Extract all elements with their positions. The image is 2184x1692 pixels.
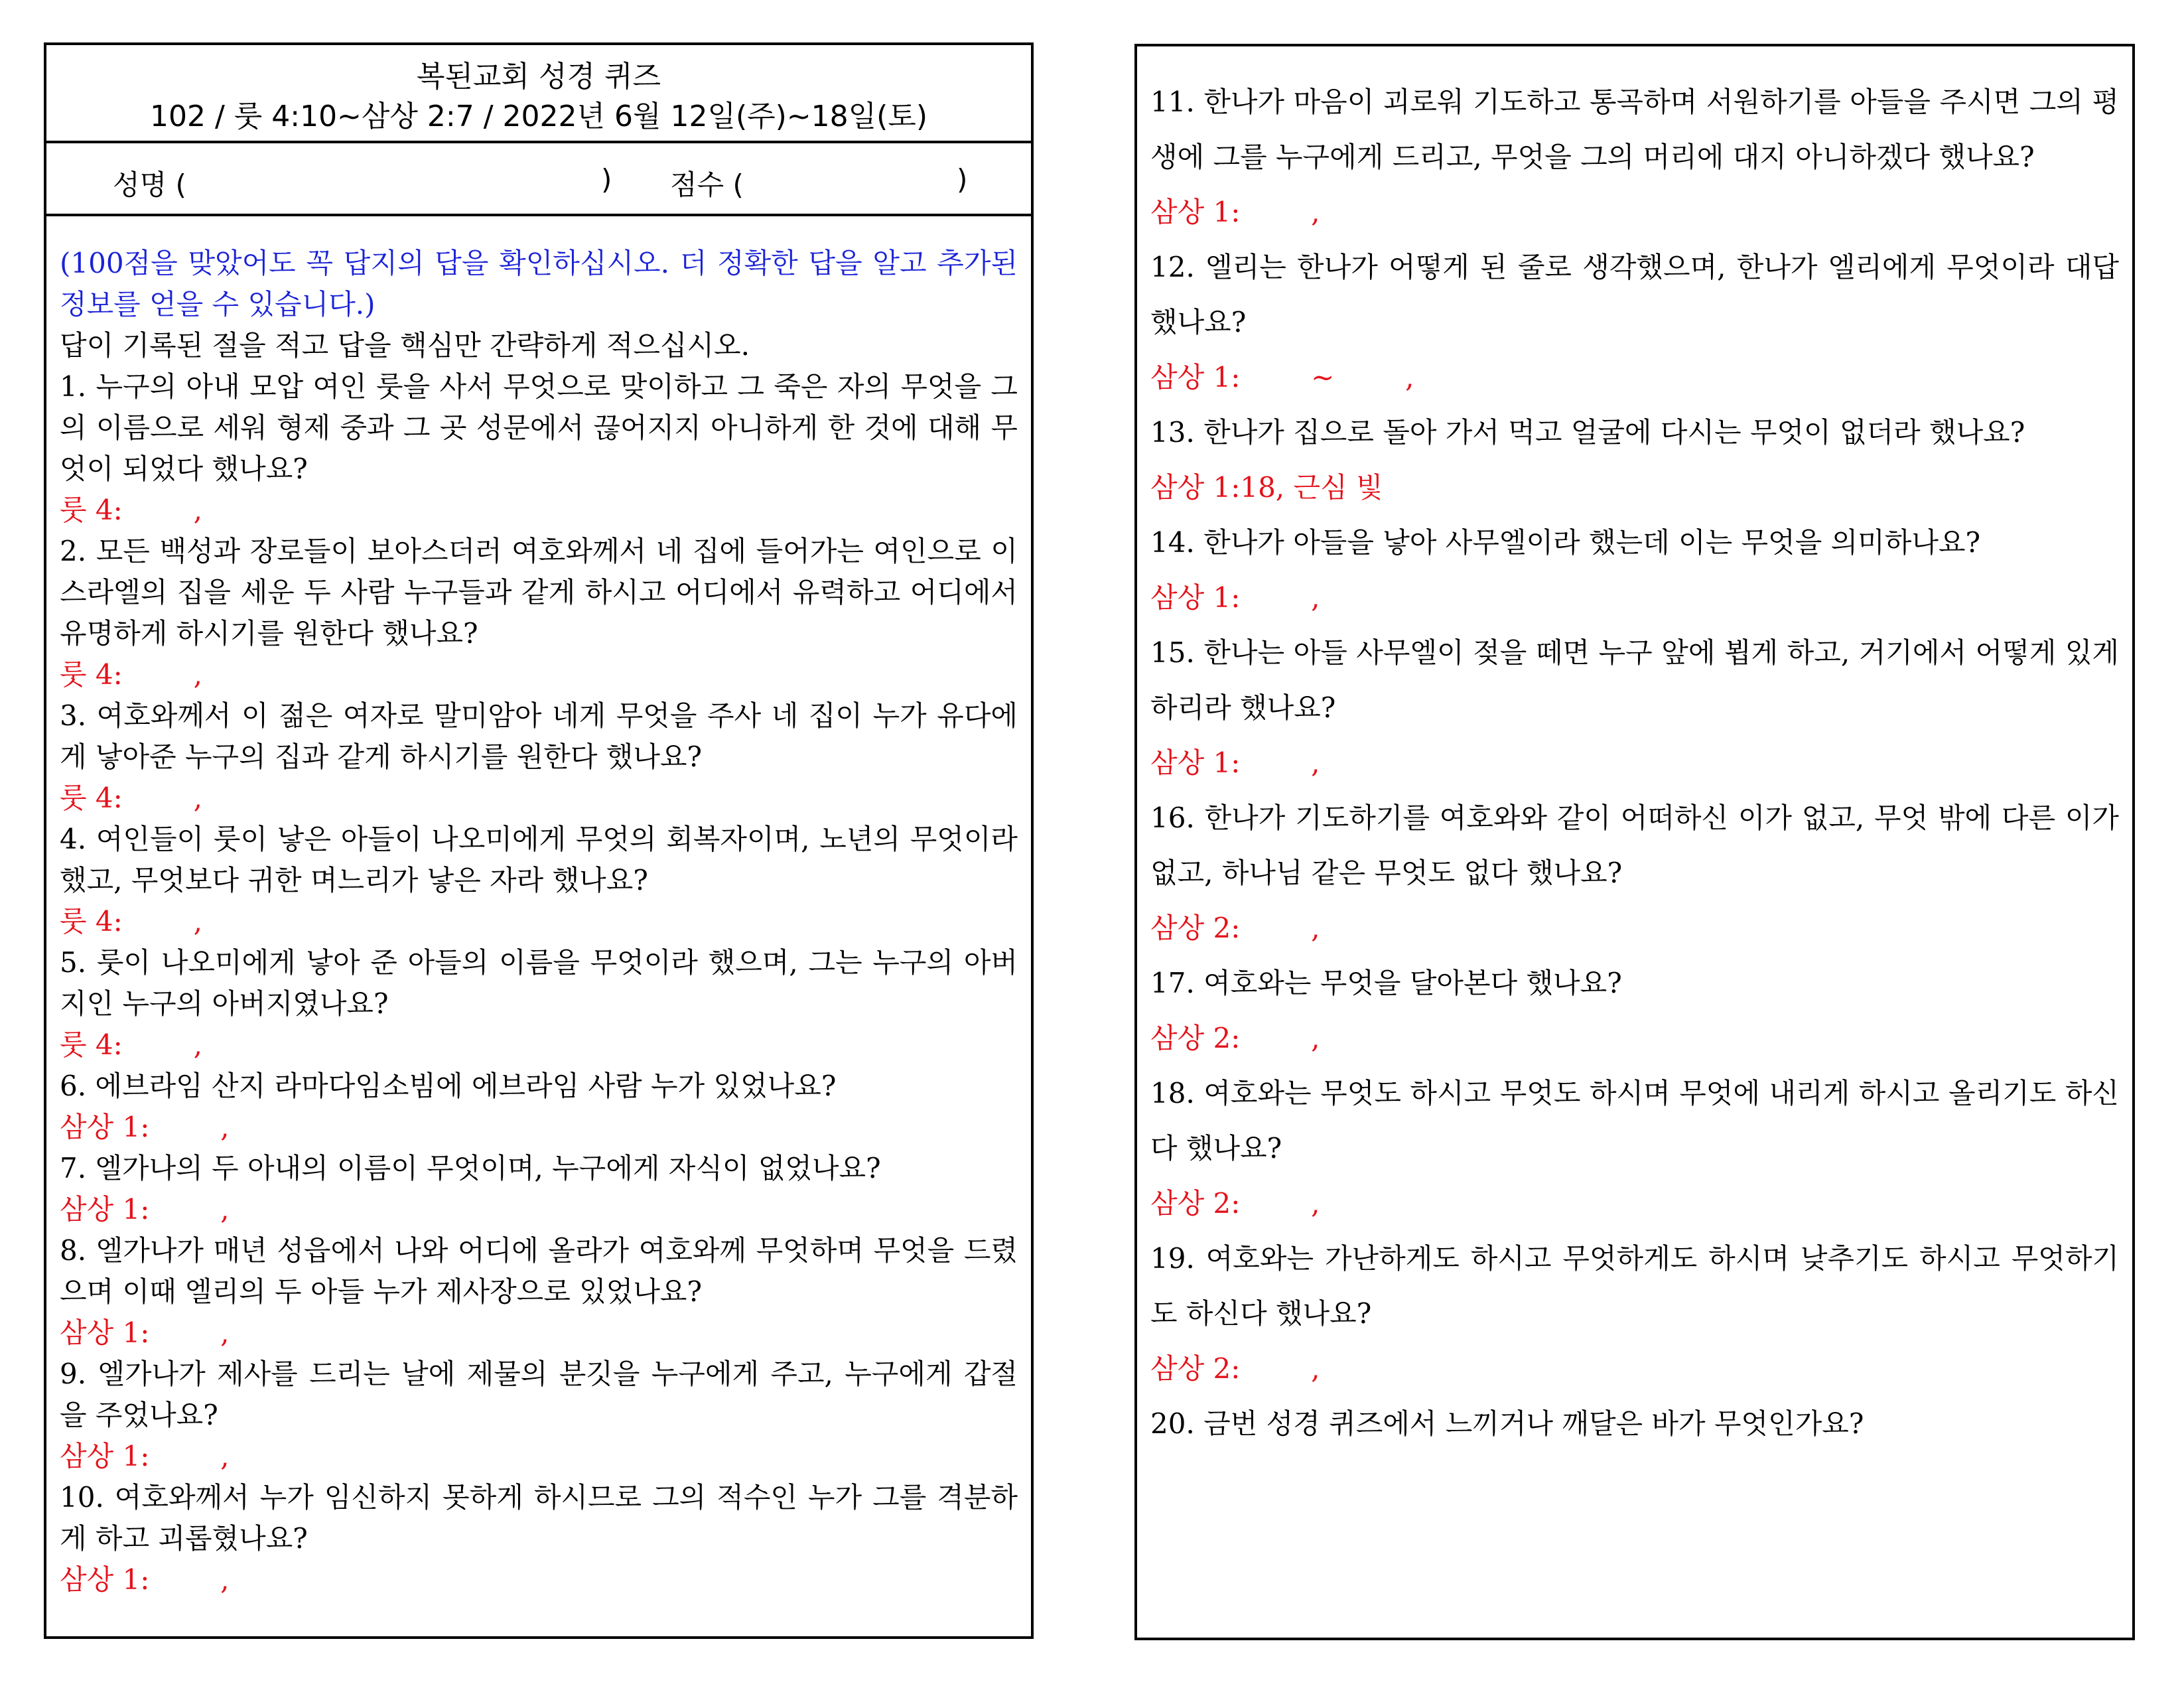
question-19: 19. 여호와는 가난하게도 하시고 무엇하게도 하시며 낮추기도 하시고 무엇하기도 하신다 했나요? (1150, 1242, 2119, 1330)
answer-10: 삼상 1: , (60, 1563, 230, 1596)
question-9: 9. 엘가나가 제사를 드리는 날에 제물의 분깃을 누구에게 주고, 누구에게 갑절을 주었나요? (60, 1358, 1018, 1431)
right-questions (1137, 46, 2132, 1451)
answer-5: 룻 4: , (60, 1028, 202, 1061)
question-14: 14. 한나가 아들을 낳아 사무엘이라 했는데 이는 무엇을 의미하나요? (1150, 526, 1980, 559)
answer-14: 삼상 1: , (1150, 581, 1320, 614)
notice-text: (100점을 맞았어도 꼭 답지의 답을 확인하십시오. 더 정확한 답을 알고 추가된 정보를 얻을 수 있습니다.) (60, 247, 1018, 320)
answer-6: 삼상 1: , (60, 1111, 230, 1143)
answer-8: 삼상 1: , (60, 1316, 230, 1349)
answer-1: 룻 4: , (60, 494, 202, 526)
question-3: 3. 여호와께서 이 젊은 여자로 말미암아 네게 무엇을 주사 네 집이 누가 유다에게 낳아준 누구의 집과 같게 하시기를 원한다 했나요? (60, 699, 1018, 773)
name-close: ) (601, 163, 612, 196)
answer-9: 삼상 1: , (60, 1440, 230, 1472)
question-7: 7. 엘가나의 두 아내의 이름이 무엇이며, 누구에게 자식이 없었나요? (60, 1152, 881, 1184)
quiz-left-page (44, 42, 1034, 1639)
question-6: 6. 에브라임 산지 라마다임소빔에 에브라임 사람 누가 있었나요? (60, 1070, 837, 1102)
left-questions (46, 216, 1031, 1600)
answer-18: 삼상 2: , (1150, 1187, 1320, 1220)
answer-17: 삼상 2: , (1150, 1022, 1320, 1054)
question-4: 4. 여인들이 룻이 낳은 아들이 나오미에게 무엇의 회복자이며, 노년의 무엇이라 했고, 무엇보다 귀한 며느리가 낳은 자라 했나요? (60, 823, 1018, 896)
answer-2: 룻 4: , (60, 658, 202, 691)
question-13: 13. 한나가 집으로 돌아 가서 먹고 얼굴에 다시는 무엇이 없더라 했나요? (1150, 416, 2025, 449)
instruction-text: 답이 기록된 절을 적고 답을 핵심만 간략하게 적으십시오. (60, 329, 750, 362)
question-15: 15. 한나는 아들 사무엘이 젖을 떼면 누구 앞에 뵙게 하고, 거기에서 어떻게 있게 하리라 했나요? (1150, 636, 2119, 724)
answer-16: 삼상 2: , (1150, 912, 1320, 944)
quiz-title: 복된교회 성경 퀴즈 (416, 60, 661, 94)
question-11: 11. 한나가 마음이 괴로워 기도하고 통곡하며 서원하기를 아들을 주시면 그의 평생에 그를 누구에게 드리고, 무엇을 그의 머리에 대지 아니하겠다 했나요? (1150, 86, 2119, 173)
answer-19: 삼상 2: , (1150, 1352, 1320, 1385)
answer-11: 삼상 1: , (1150, 196, 1320, 228)
question-1: 1. 누구의 아내 모압 여인 룻을 사서 무엇으로 맞이하고 그 죽은 자의 무엇을 그의 이름으로 세워 형제 중과 그 곳 성문에서 끊어지지 아니하게 한 것에 대해 무엇이 되었다 했나요? (60, 370, 1018, 485)
score-label: 점수 ( (670, 169, 744, 201)
quiz-subtitle: 102 / 룻 4:10~삼상 2:7 / 2022년 6월 12일(주)~18일(토) (149, 100, 928, 133)
name-label: 성명 ( (113, 169, 186, 201)
answer-12: 삼상 1: ~ , (1150, 361, 1414, 393)
quiz-header (46, 45, 1031, 143)
quiz-right-page (1134, 44, 2135, 1640)
question-17: 17. 여호와는 무엇을 달아본다 했나요? (1150, 967, 1622, 999)
answer-15: 삼상 1: , (1150, 746, 1320, 779)
answer-3: 룻 4: , (60, 782, 202, 814)
question-20: 20. 금번 성경 퀴즈에서 느끼거나 깨달은 바가 무엇인가요? (1150, 1407, 1864, 1440)
question-10: 10. 여호와께서 누가 임신하지 못하게 하시므로 그의 적수인 누가 그를 격분하게 하고 괴롭혔나요? (60, 1481, 1018, 1555)
name-score-row (46, 143, 1031, 216)
question-12: 12. 엘리는 한나가 어떻게 된 줄로 생각했으며, 한나가 엘리에게 무엇이라 대답했나요? (1150, 251, 2119, 338)
question-16: 16. 한나가 기도하기를 여호와와 같이 어떠하신 이가 없고, 무엇 밖에 다른 이가 없고, 하나님 같은 무엇도 없다 했나요? (1150, 802, 2119, 889)
question-18: 18. 여호와는 무엇도 하시고 무엇도 하시며 무엇에 내리게 하시고 올리기도 하신다 했나요? (1150, 1077, 2119, 1164)
answer-7: 삼상 1: , (60, 1193, 230, 1226)
question-5: 5. 룻이 나오미에게 낳아 준 아들의 이름을 무엇이라 했으며, 그는 누구의 아버지인 누구의 아버지였나요? (60, 946, 1018, 1020)
question-2: 2. 모든 백성과 장로들이 보아스더러 여호와께서 네 집에 들어가는 여인으로 이스라엘의 집을 세운 두 사람 누구들과 같게 하시고 어디에서 유력하고 어디에서 유명하게 하시기를 원한다 했나요? (60, 535, 1018, 650)
question-8: 8. 엘가나가 매년 성읍에서 나와 어디에 올라가 여호와께 무엇하며 무엇을 드렸으며 이때 엘리의 두 아들 누가 제사장으로 있었나요? (60, 1234, 1018, 1308)
answer-13: 삼상 1:18, 근심 빛 (1150, 471, 1383, 504)
score-close: ) (957, 163, 968, 196)
answer-4: 룻 4: , (60, 905, 202, 938)
